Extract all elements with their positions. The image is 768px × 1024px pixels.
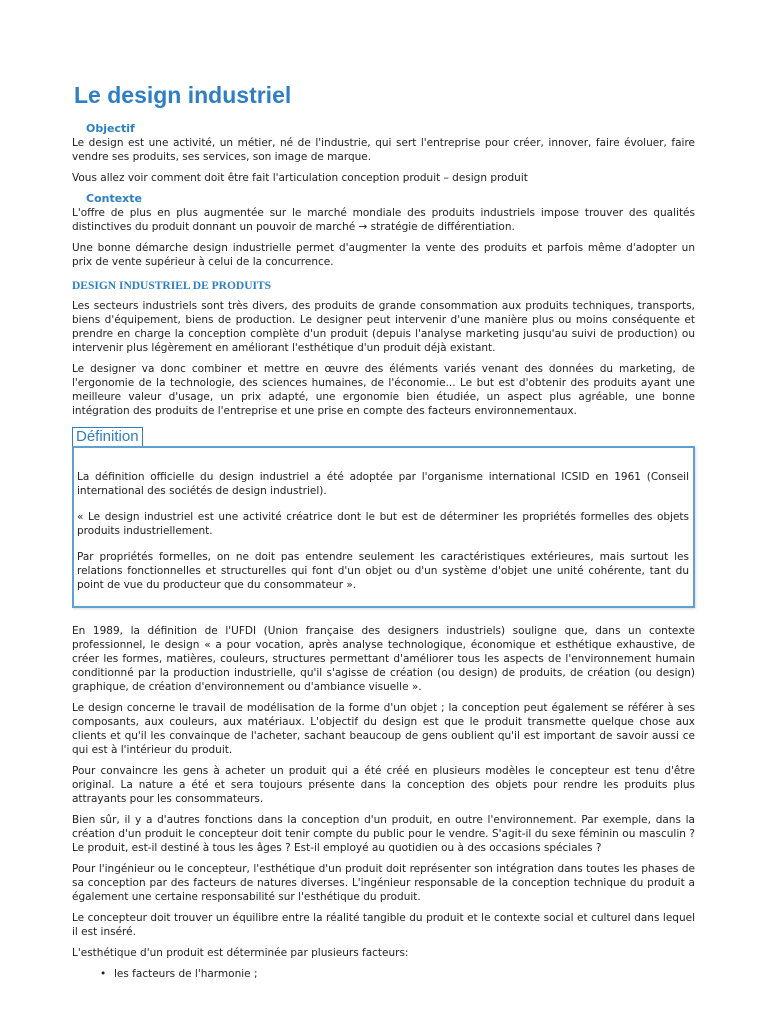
body-paragraph-2: Le design concerne le travail de modélisation de la forme d'un objet ; la conception peut également se référer à ses composants, aux couleurs, aux matériaux. L'objectif du design est que le produit transmette quelque chose aux clients et qu'il les convainque de l'acheter, sachant beaucoup de gens oublient qu'il est important de savoir aussi ce qui est à l'intérieur du produit.	[72, 702, 695, 756]
body-paragraph-7: L'esthétique d'un produit est déterminée par plusieurs facteurs:	[72, 947, 409, 959]
body-paragraph-5: Pour l'ingénieur ou le concepteur, l'esthétique d'un produit doit représenter son intégration dans toutes les phases de sa conception par des facteurs de natures diverses. L'ingénieur responsable de la conception technique du produit a également une certaine responsabilité sur l'esthétique du produit.	[72, 863, 695, 903]
body-paragraph-6: Le concepteur doit trouver un équilibre entre la réalité tangible du produit et le contexte social et culturel dans lequel il est inséré.	[72, 912, 695, 938]
contexte-heading: Contexte	[86, 192, 142, 205]
objectif-paragraph-2: Vous allez voir comment doit être fait l'articulation conception produit – design produit	[72, 172, 528, 184]
objectif-heading: Objectif	[86, 122, 135, 135]
definition-heading: Définition	[72, 427, 143, 446]
design-produits-section	[72, 279, 695, 418]
list-item-text: les facteurs de l'harmonie ;	[114, 968, 258, 980]
bullet-icon: •	[100, 968, 107, 980]
definition-box	[72, 446, 695, 608]
list-item	[96, 967, 695, 981]
definition-paragraph-1: La définition officielle du design industriel a été adoptée par l'organisme international ICSID en 1961 (Conseil international des sociétés de design industriel).	[77, 471, 689, 497]
document-title: Le design industriel	[74, 82, 292, 108]
contexte-paragraph-2: Une bonne démarche design industrielle permet d'augmenter la vente des produits et parfois même d'adopter un prix de vente supérieur à celui de la concurrence.	[72, 242, 695, 268]
definition-paragraph-3: Par propriétés formelles, on ne doit pas entendre seulement les caractéristiques extérieures, mais surtout les relations fonctionnelles et structurelles qui font d'un objet ou d'un système d'objet une unité cohérente, tant du point de vue du producteur que du consommateur ».	[77, 551, 689, 591]
definition-paragraph-2: « Le design industriel est une activité créatrice dont le but est de déterminer les propriétés formelles des objets produits industriellement.	[77, 511, 689, 537]
factors-list	[72, 967, 695, 981]
objectif-paragraph-1: Le design est une activité, un métier, né de l'industrie, qui sert l'entreprise pour créer, innover, faire évoluer, faire vendre ses produits, ses services, son image de marque.	[72, 137, 695, 163]
body-paragraph-3: Pour convaincre les gens à acheter un produit qui a été créé en plusieurs modèles le concepteur est tenu d'être original. La nature a été et sera toujours présente dans la conception des objets pour rendre les produits plus attrayants pour les consommateurs.	[72, 765, 695, 805]
definition-section	[72, 425, 695, 608]
objectif-section	[72, 122, 695, 185]
design-produits-paragraph-2: Le designer va donc combiner et mettre en œuvre des éléments variés venant des données du marketing, de l'ergonomie de la technologie, des sciences humaines, de l'économie... Le but est d'obtenir des produits ayant une meilleure valeur d'usage, un prix adapté, une ergonomie bien étudiée, un aspect plus agréable, une bonne intégration des produits de l'entreprise et une prise en compte des facteurs environnementaux.	[72, 363, 695, 417]
contexte-paragraph-1: L'offre de plus en plus augmentée sur le marché mondiale des produits industriels impose trouver des qualités distinctives du produit donnant un pouvoir de marché → stratégie de différentiation.	[72, 207, 695, 233]
body-paragraph-4: Bien sûr, il y a d'autres fonctions dans la conception d'un produit, en outre l'environnement. Par exemple, dans la création d'un produit le concepteur doit tenir compte du public pour le vendre. S'agit-il du sexe féminin ou masculin ? Le produit, est-il destiné à tous les âges ? Est-il employé au quotidien ou à des occasions spéciales ?	[72, 814, 695, 854]
design-produits-paragraph-1: Les secteurs industriels sont très divers, des produits de grande consommation aux produits techniques, transports, biens d'équipement, biens de production. Le designer peut intervenir d'une manière plus ou moins conséquente et prendre en charge la conception complète d'un produit (depuis l'analyse marketing jusqu'au suivi de production) ou intervenir plus légèrement en améliorant l'esthétique d'un produit déjà existant.	[72, 300, 695, 354]
body-paragraph-1: En 1989, la définition de l'UFDI (Union française des designers industriels) souligne que, dans un contexte professionnel, le design « a pour vocation, après analyse technologique, économique et esthétique exhaustive, de créer les formes, matières, couleurs, structures permettant d'améliorer tous les aspects de l'environnement humain conditionné par la production industrielle, qu'il s'agisse de création (ou design) de produits, de création (ou design) graphique, de création d'environnement ou d'ambiance visuelle ».	[72, 625, 695, 693]
body-section	[72, 624, 695, 981]
design-produits-heading: DESIGN INDUSTRIEL DE PRODUITS	[72, 280, 272, 292]
contexte-section	[72, 192, 695, 269]
